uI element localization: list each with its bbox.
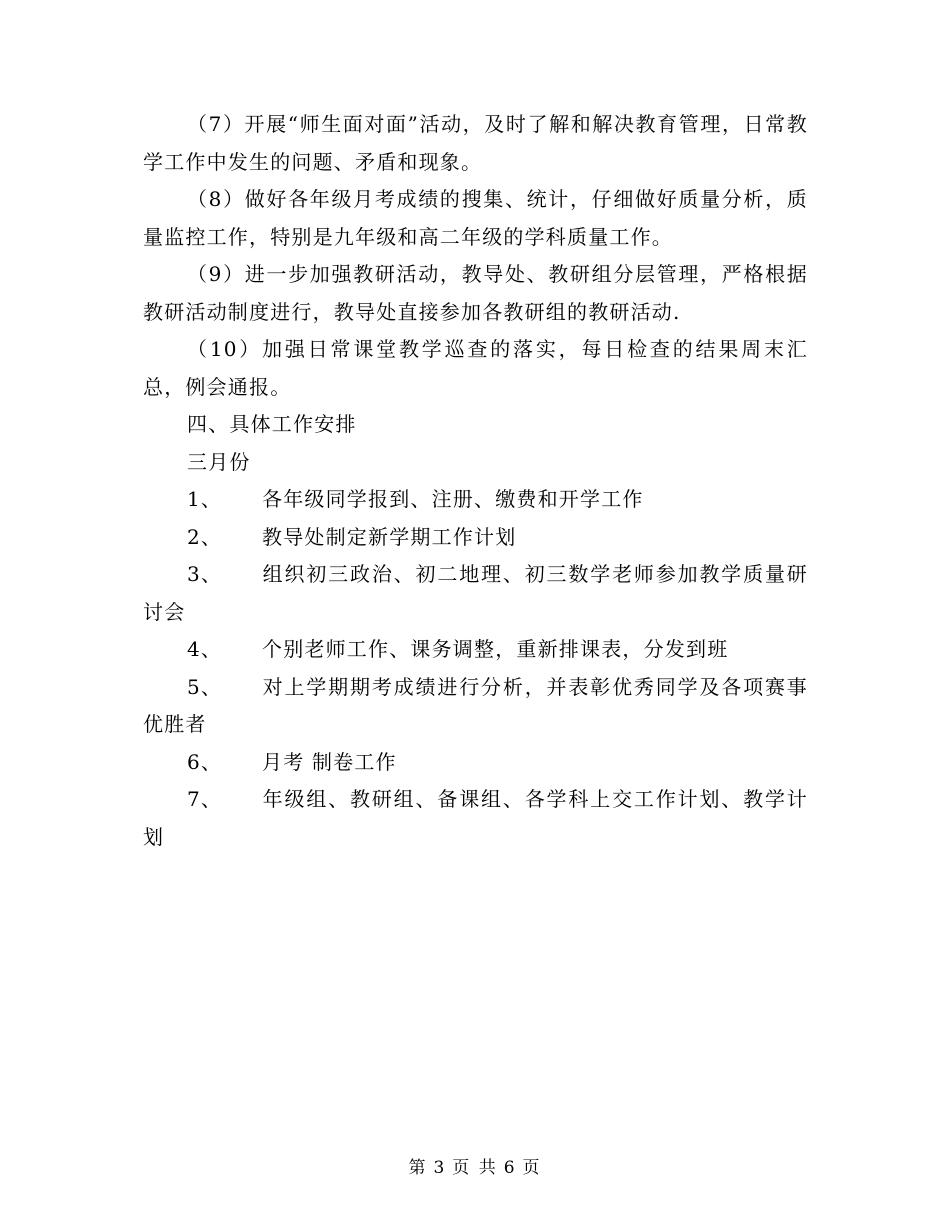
list-item-text: 各年级同学报到、注册、缴费和开学工作 [262,487,644,511]
list-item [143,669,808,744]
list-item [143,744,808,782]
page-label-prefix: 第 [408,1158,428,1178]
list-item-number: 1、 [187,487,223,511]
list-item [143,781,808,856]
list-item-text: 年级组、教研组、备课组、各学科上交工作计划、教学计划 [143,787,808,849]
list-item [143,481,808,519]
list-item [143,556,808,631]
paragraph-7: （7）开展“师生面对面”活动，及时了解和解决教育管理，日常教学工作中发生的问题、矛盾和现象。 [143,112,808,174]
list-item-number: 6、 [187,749,223,774]
page-label-suffix: 页 [522,1158,542,1178]
list-item [143,631,808,669]
list-item-text: 对上学期期考成绩进行分析，并表彰优秀同学及各项赛事优胜者 [143,674,808,736]
section-heading: 四、具体工作安排 [187,412,357,436]
list-item-number: 2、 [187,524,223,549]
paragraph-8: （8）做好各年级月考成绩的搜集、统计，仔细做好质量分析，质量监控工作，特别是九年级和高二年级的学科质量工作。 [143,187,808,249]
total-pages-number: 6 [503,1158,517,1178]
list-item-text: 组织初三政治、初二地理、初三数学老师参加教学质量研讨会 [143,562,808,624]
list-item-number: 3、 [187,562,223,586]
list-item [143,519,808,557]
list-item-number: 7、 [187,787,223,811]
document-body [143,106,808,856]
paragraph-9: （9）进一步加强教研活动，教导处、教研组分层管理，严格根据教研活动制度进行，教导处直接参加各教研组的教研活动. [143,262,808,324]
current-page-number: 3 [433,1158,447,1178]
month-heading: 三月份 [187,449,251,474]
list-item-text: 教导处制定新学期工作计划 [262,524,517,549]
list-item-number: 5、 [187,674,223,699]
list-item-text: 月考 制卷工作 [262,749,397,774]
list-item-number: 4、 [187,637,223,661]
page-label-mid: 页 共 [452,1158,498,1178]
list-item-text: 个别老师工作、课务调整，重新排课表，分发到班 [262,637,729,661]
paragraph-10: （10）加强日常课堂教学巡查的落实，每日检查的结果周末汇总，例会通报。 [143,337,808,399]
page-footer [0,1153,950,1178]
